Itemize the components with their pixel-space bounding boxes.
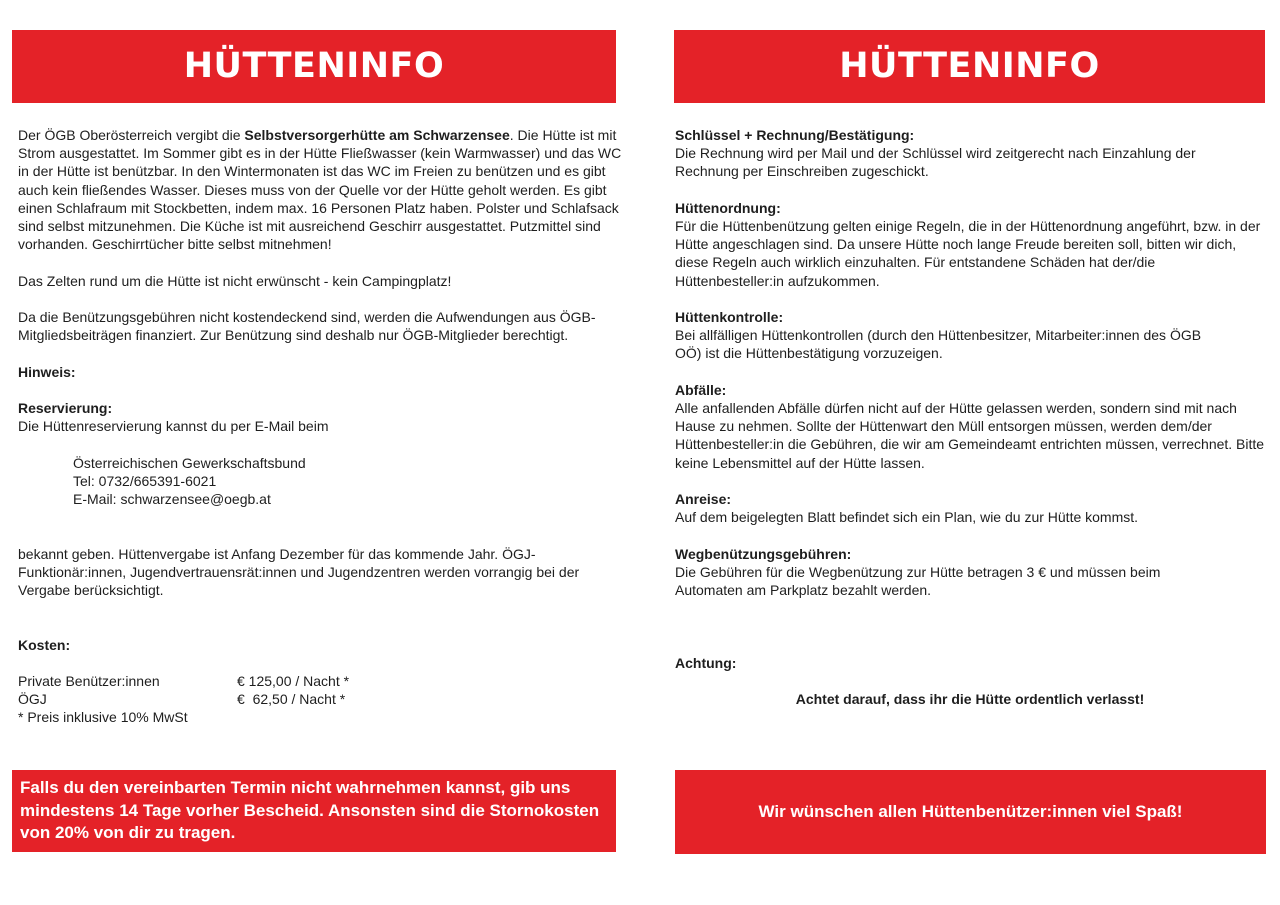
price-row: [18, 690, 622, 708]
section-text-arrival: Auf dem beigelegten Blatt befindet sich ein Plan, wie du zur Hütte kommst.: [675, 509, 1139, 526]
closing-text: Wir wünschen allen Hüttenbenützer:innen viel Spaß!: [758, 802, 1183, 821]
contact-org: Österreichischen Gewerkschaftsbund: [73, 454, 306, 471]
reservierung-text: Die Hüttenreservierung kannst du per E-Mail beim: [18, 418, 329, 435]
kosten-heading: Kosten:: [18, 636, 71, 653]
section-heading-waste: Abfälle:: [675, 381, 727, 398]
closing-banner: [675, 770, 1266, 854]
storno-notice-text: Falls du den vereinbarten Termin nicht wahrnehmen kannst, gib uns mindestens 14 Tage vorher Bescheid. Ansonsten sind die Stornokosten von 20% von dir zu tragen.: [20, 778, 600, 842]
price-value: € 125,00 / Nacht *: [237, 672, 350, 689]
contact-block: [18, 454, 622, 509]
section-heading-arrival: Anreise:: [675, 491, 732, 507]
achtung-heading: Achtung:: [675, 654, 737, 671]
intro-text-start: Der ÖGB Oberösterreich vergibt die: [18, 127, 245, 143]
hinweis-heading: Hinweis:: [18, 363, 76, 380]
fees-note: Da die Benützungsgebühren nicht kostendeckend sind, werden die Aufwendungen aus ÖGB-Mitgliedsbeiträgen finanziert. Zur Benützung sind deshalb nur ÖGB-Mitglieder berechtigt.: [18, 309, 596, 344]
left-header-banner: [12, 30, 616, 103]
right-header-banner: [674, 30, 1265, 103]
section-text-waste: Alle anfallenden Abfälle dürfen nicht auf der Hütte gelassen werden, sondern sind mit nach Hause zu nehmen. Sollte der Hüttenwart den Müll entsorgen müssen, werden dem/der Hüttenbesteller:in die Gebühren, die wir am Gemeindeamt entrichten müssen, verrechnet. Bitte keine Lebensmittel auf der Hütte lassen.: [675, 400, 1265, 471]
section-text-road-fee: Die Gebühren für die Wegbenützung zur Hütte betragen 3 € und müssen beim Automaten am Parkplatz bezahlt werden.: [675, 563, 1161, 598]
price-value: € 62,50 / Nacht *: [237, 691, 346, 708]
achtung-text: Achtet darauf, dass ihr die Hütte ordentlich verlasst!: [795, 691, 1145, 708]
contact-email: E-Mail: schwarzensee@oegb.at: [73, 490, 271, 507]
intro-paragraph: [18, 126, 622, 253]
contact-tel: Tel: 0732/665391-6021: [73, 472, 217, 489]
price-footnote: * Preis inklusive 10% MwSt: [18, 709, 188, 726]
price-row: [18, 672, 622, 690]
price-who: Private Benützer:innen: [18, 672, 160, 689]
vergabe-text: bekannt geben. Hüttenvergabe ist Anfang Dezember für das kommende Jahr. ÖGJ-Funktionär:innen, Jugendvertrauensrät:innen und Jugendzentren werden vorrangig bei der Vergabe berücksichtigt.: [18, 545, 580, 598]
section-heading-control: Hüttenkontrolle:: [675, 309, 784, 325]
section-text-keys: Die Rechnung wird per Mail und der Schlüssel wird zeitgerecht nach Einzahlung der Rechnung per Einschreiben zugeschickt.: [675, 145, 1196, 180]
right-header-title: HÜTTENINFO: [839, 46, 1100, 86]
camping-note: Das Zelten rund um die Hütte ist nicht erwünscht - kein Campingplatz!: [18, 272, 452, 289]
right-column: [675, 126, 1265, 708]
section-text-control: Bei allfälligen Hüttenkontrollen (durch den Hüttenbesitzer, Mitarbeiter:innen des ÖGB OÖ) ist die Hüttenbestätigung vorzuzeigen.: [675, 327, 1202, 362]
section-heading-keys: Schlüssel + Rechnung/Bestätigung:: [675, 127, 915, 143]
intro-text-rest: . Die Hütte ist mit Strom ausgestattet. Im Sommer gibt es in der Hütte Fließwasser (kein Warmwasser) und das WC in der Hütte ist benützbar. In den Wintermonaten ist das WC im Freien zu benützen und es gibt auch kein fließendes Wasser. Dieses muss von der Quelle vor der Hütte geholt werden. Es gibt einen Schlafraum mit Stockbetten, indem max. 16 Personen Platz haben. Polster und Schlafsack sind selbst mitzunehmen. Die Küche ist mit ausreichend Geschirr ausgestattet. Putzmittel sind vorhanden. Geschirrtücher bitte selbst mitnehmen!: [18, 127, 622, 253]
left-column: [18, 126, 622, 727]
section-heading-rules: Hüttenordnung:: [675, 199, 781, 216]
left-header-title: HÜTTENINFO: [183, 46, 445, 86]
section-heading-road-fee: Wegbenützungsgebühren:: [675, 545, 852, 562]
storno-notice-banner: [12, 770, 616, 852]
intro-hut-name: Selbstversorgerhütte am Schwarzensee: [244, 127, 510, 143]
section-text-rules: Für die Hüttenbenützung gelten einige Regeln, die in der Hüttenordnung angeführt, bzw. in der Hütte angeschlagen sind. Da unsere Hütte noch lange Freude bereiten soll, bitten wir dich, diese Regeln auch wirklich einzuhalten. Für entstandene Schäden hat der/die Hüttenbesteller:in aufzukommen.: [675, 218, 1261, 289]
price-who: ÖGJ: [18, 691, 47, 708]
reservierung-heading: Reservierung:: [18, 399, 113, 416]
